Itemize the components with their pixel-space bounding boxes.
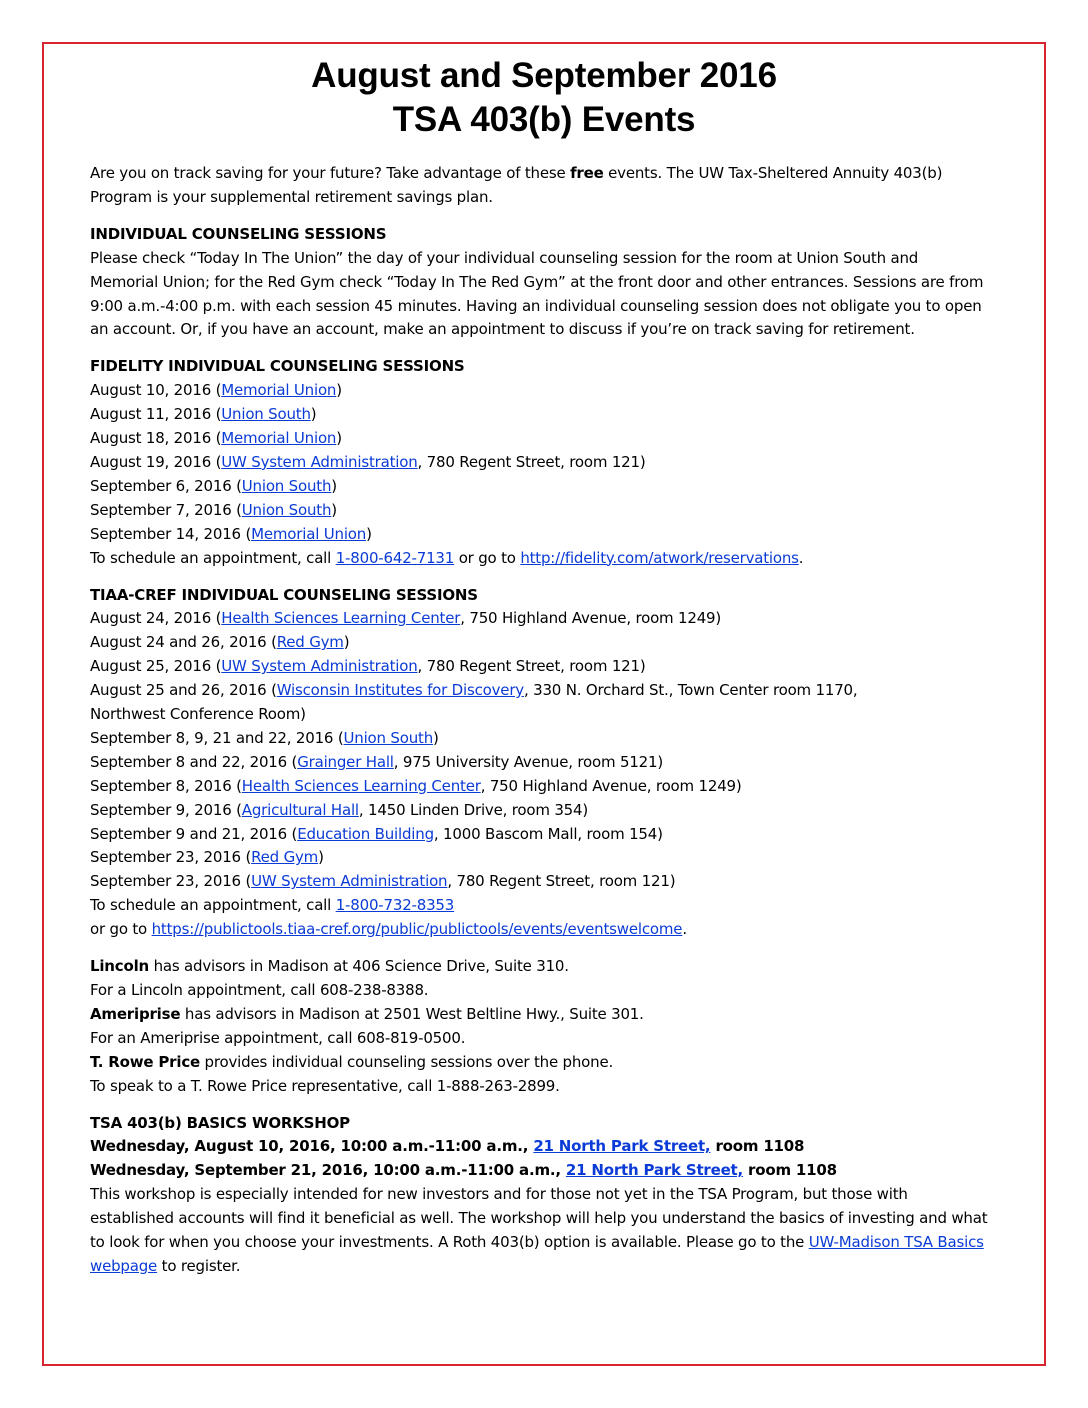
tiaa-session-date: September 9 and 21, 2016 ( <box>90 824 298 843</box>
tiaa-session-row <box>90 823 990 847</box>
intro-text-1: Are you on track saving for your future? Take advantage of these <box>90 164 571 182</box>
tiaa-location-detail: , 780 Regent Street, room 121) <box>417 657 646 676</box>
tiaa-schedule-line <box>90 894 990 918</box>
tiaa-location-link[interactable]: UW System Administration <box>251 872 448 891</box>
tiaa-location-detail: ) <box>433 728 439 747</box>
tiaa-session-row <box>90 631 990 655</box>
tiaa-schedule-text: To schedule an appointment, call <box>90 896 336 915</box>
tiaa-url-link[interactable]: https://publictools.tiaa-cref.org/public/publictools/events/eventswelcome <box>151 920 683 939</box>
tiaa-session-date: August 25, 2016 ( <box>90 657 222 676</box>
tiaa-goto-text: or go to <box>90 920 152 939</box>
fidelity-url-link[interactable]: http://fidelity.com/atwork/reservations <box>520 548 799 567</box>
fidelity-location-link[interactable]: Union South <box>241 500 332 519</box>
tiaa-session-date: September 23, 2016 ( <box>90 848 252 867</box>
fidelity-schedule-mid: or go to <box>454 548 521 567</box>
fidelity-session-date: August 19, 2016 ( <box>90 452 222 471</box>
tiaa-location-detail: ) <box>343 633 350 652</box>
tiaa-location-link[interactable]: Health Sciences Learning Center <box>221 609 461 628</box>
provider-line <box>90 1003 990 1027</box>
intro-paragraph <box>90 162 990 210</box>
tiaa-session-row <box>90 679 990 703</box>
fidelity-location-link[interactable]: Memorial Union <box>251 524 367 543</box>
fidelity-location-detail: ) <box>336 429 342 448</box>
fidelity-session-date: September 6, 2016 ( <box>90 476 242 495</box>
provider-line <box>90 1027 990 1051</box>
tiaa-location-detail: , 750 Highland Avenue, room 1249) <box>460 609 722 628</box>
provider-line <box>90 1075 990 1099</box>
tiaa-session-row <box>90 655 990 679</box>
fidelity-location-detail: ) <box>336 381 342 400</box>
other-providers-section <box>90 955 990 1098</box>
tiaa-location-link[interactable]: UW System Administration <box>221 657 418 676</box>
tiaa-location-detail: , 780 Regent Street, room 121) <box>447 872 676 891</box>
fidelity-session-row <box>90 451 990 475</box>
tiaa-location-detail: , 975 University Avenue, room 5121) <box>393 752 663 771</box>
fidelity-session-list <box>90 379 990 546</box>
workshop-session-when: Wednesday, August 10, 2016, 10:00 a.m.-11:00 a.m., <box>90 1137 534 1156</box>
tiaa-location-detail: , 1450 Linden Drive, room 354) <box>358 800 589 819</box>
fidelity-location-link[interactable]: Memorial Union <box>221 381 337 400</box>
provider-text: To speak to a T. Rowe Price representative, call 1-888-263-2899. <box>90 1076 560 1095</box>
tiaa-session-row <box>90 703 990 727</box>
workshop-location-link[interactable]: 21 North Park Street, <box>565 1161 744 1180</box>
workshop-session-when: Wednesday, September 21, 2016, 10:00 a.m.-11:00 a.m., <box>90 1161 566 1180</box>
document-body <box>90 162 990 1279</box>
tiaa-location-detail: , 750 Highland Avenue, room 1249) <box>480 776 742 795</box>
tiaa-session-date: September 8 and 22, 2016 ( <box>90 752 298 771</box>
workshop-session-list <box>90 1135 990 1183</box>
fidelity-schedule-text: To schedule an appointment, call <box>90 548 336 567</box>
workshop-location-link[interactable]: 21 North Park Street, <box>533 1137 711 1156</box>
workshop-session-row <box>90 1135 990 1159</box>
workshop-body-text: This workshop is especially intended for new investors and for those not yet in the TSA Program, but those with established accounts will find it beneficial as well. The workshop will help you understand the basics of investing and what to look for when you choose your investments. A Roth 403(b) option is available. Please go to the <box>90 1185 988 1252</box>
tiaa-location-detail: , 330 N. Orchard St., Town Center room 1170, <box>523 681 858 700</box>
fidelity-schedule-end: . <box>798 548 804 567</box>
workshop-room: room 1108 <box>710 1137 805 1156</box>
fidelity-heading: FIDELITY INDIVIDUAL COUNSELING SESSIONS <box>90 357 465 376</box>
tiaa-location-link[interactable]: Union South <box>343 728 433 747</box>
tiaa-location-detail: ) <box>318 848 324 867</box>
provider-text: For a Lincoln appointment, call 608-238-8388. <box>90 981 429 999</box>
workshop-session-row <box>90 1159 990 1183</box>
tiaa-location-link[interactable]: Health Sciences Learning Center <box>241 776 481 795</box>
tiaa-session-date: August 24 and 26, 2016 ( <box>90 633 277 652</box>
workshop-paragraph <box>90 1183 990 1279</box>
fidelity-session-row <box>90 427 990 451</box>
tiaa-section <box>90 584 990 943</box>
tiaa-session-row <box>90 727 990 751</box>
intro-text-2: events. The UW Tax-Sheltered Annuity 403(b) Program is your supplemental retirement savings plan. <box>90 164 943 206</box>
provider-name: T. Rowe Price <box>90 1052 200 1071</box>
fidelity-location-link[interactable]: Union South <box>241 476 332 495</box>
fidelity-location-detail: ) <box>331 500 337 519</box>
provider-name: Lincoln <box>90 957 149 976</box>
fidelity-location-detail: ) <box>366 524 372 543</box>
tiaa-location-link[interactable]: Education Building <box>297 824 434 843</box>
tiaa-session-date: September 23, 2016 ( <box>90 872 252 891</box>
individual-section <box>90 223 990 343</box>
provider-line <box>90 1051 990 1075</box>
fidelity-location-detail: ) <box>331 476 337 495</box>
fidelity-phone-link[interactable]: 1-800-642-7131 <box>335 548 455 567</box>
tiaa-session-row <box>90 799 990 823</box>
provider-text: provides individual counseling sessions over the phone. <box>199 1052 614 1071</box>
fidelity-session-row <box>90 379 990 403</box>
fidelity-section <box>90 355 990 570</box>
fidelity-session-row <box>90 523 990 547</box>
fidelity-session-date: August 10, 2016 ( <box>90 381 222 400</box>
provider-line <box>90 955 990 979</box>
provider-line <box>90 979 990 1003</box>
tiaa-session-row <box>90 607 990 631</box>
fidelity-session-date: September 14, 2016 ( <box>90 524 252 543</box>
tiaa-phone-link[interactable]: 1-800-732-8353 <box>335 896 455 915</box>
tiaa-session-row <box>90 846 990 870</box>
workshop-room: room 1108 <box>743 1161 837 1180</box>
title-line-1: August and September 2016 <box>311 56 777 95</box>
intro-free: free <box>570 164 604 182</box>
individual-heading: INDIVIDUAL COUNSELING SESSIONS <box>90 224 387 243</box>
provider-text: For an Ameriprise appointment, call 608-819-0500. <box>90 1028 466 1047</box>
tiaa-session-row <box>90 870 990 894</box>
tiaa-location-detail: , 1000 Bascom Mall, room 154) <box>433 824 663 843</box>
provider-text: has advisors in Madison at 406 Science Drive, Suite 310. <box>149 957 569 976</box>
tiaa-goto-end: . <box>682 920 687 939</box>
tiaa-session-date: August 24, 2016 ( <box>90 609 222 628</box>
page-title <box>0 54 1088 142</box>
fidelity-location-detail: , 780 Regent Street, room 121) <box>417 452 646 471</box>
fidelity-session-date: August 18, 2016 ( <box>90 429 222 448</box>
tiaa-session-date: September 8, 2016 ( <box>90 776 242 795</box>
fidelity-session-date: September 7, 2016 ( <box>90 500 242 519</box>
provider-name: Ameriprise <box>90 1004 181 1023</box>
tiaa-session-row <box>90 775 990 799</box>
tiaa-location-link[interactable]: Grainger Hall <box>297 752 394 771</box>
fidelity-location-link[interactable]: Memorial Union <box>221 429 337 448</box>
fidelity-session-row <box>90 499 990 523</box>
fidelity-location-detail: ) <box>310 405 317 424</box>
tiaa-session-date: September 9, 2016 ( <box>90 800 242 819</box>
tiaa-location-link[interactable]: Red Gym <box>276 633 344 652</box>
fidelity-location-link[interactable]: UW System Administration <box>221 452 418 471</box>
tiaa-session-date: August 25 and 26, 2016 ( <box>90 681 277 700</box>
tsa-basics-webpage-link[interactable]: UW-Madison TSA Basics webpage <box>90 1233 984 1275</box>
tiaa-location-link[interactable]: Wisconsin Institutes for Discovery <box>276 681 524 700</box>
workshop-section <box>90 1112 990 1279</box>
tiaa-goto-line <box>90 918 990 942</box>
tiaa-location-link[interactable]: Agricultural Hall <box>241 800 359 819</box>
fidelity-schedule-line <box>90 547 990 571</box>
title-line-2: TSA 403(b) Events <box>392 100 696 139</box>
workshop-body-end: to register. <box>157 1256 241 1275</box>
individual-paragraph: Please check “Today In The Union” the day of your individual counseling session for the room at Union South and Memorial Union; for the Red Gym check “Today In The Red Gym” at the front door and other entrances. Sessions are from 9:00 a.m.-4:00 p.m. with each session 45 minutes. Having an individual counseling session does not obligate you to open an account. Or, if you have an account, make an appointment to discuss if you’re on track saving for retirement. <box>90 248 984 339</box>
fidelity-session-row <box>90 475 990 499</box>
fidelity-session-date: August 11, 2016 ( <box>90 405 222 424</box>
tiaa-session-row <box>90 751 990 775</box>
tiaa-location-link[interactable]: Red Gym <box>251 848 319 867</box>
tiaa-session-date: Northwest Conference Room) <box>90 705 306 724</box>
tiaa-session-list <box>90 607 990 894</box>
provider-text: has advisors in Madison at 2501 West Beltline Hwy., Suite 301. <box>180 1004 644 1023</box>
tiaa-session-date: September 8, 9, 21 and 22, 2016 ( <box>90 728 344 747</box>
fidelity-session-row <box>90 403 990 427</box>
fidelity-location-link[interactable]: Union South <box>221 405 311 424</box>
tiaa-heading: TIAA-CREF INDIVIDUAL COUNSELING SESSIONS <box>90 585 478 604</box>
workshop-heading: TSA 403(b) BASICS WORKSHOP <box>90 1113 350 1132</box>
